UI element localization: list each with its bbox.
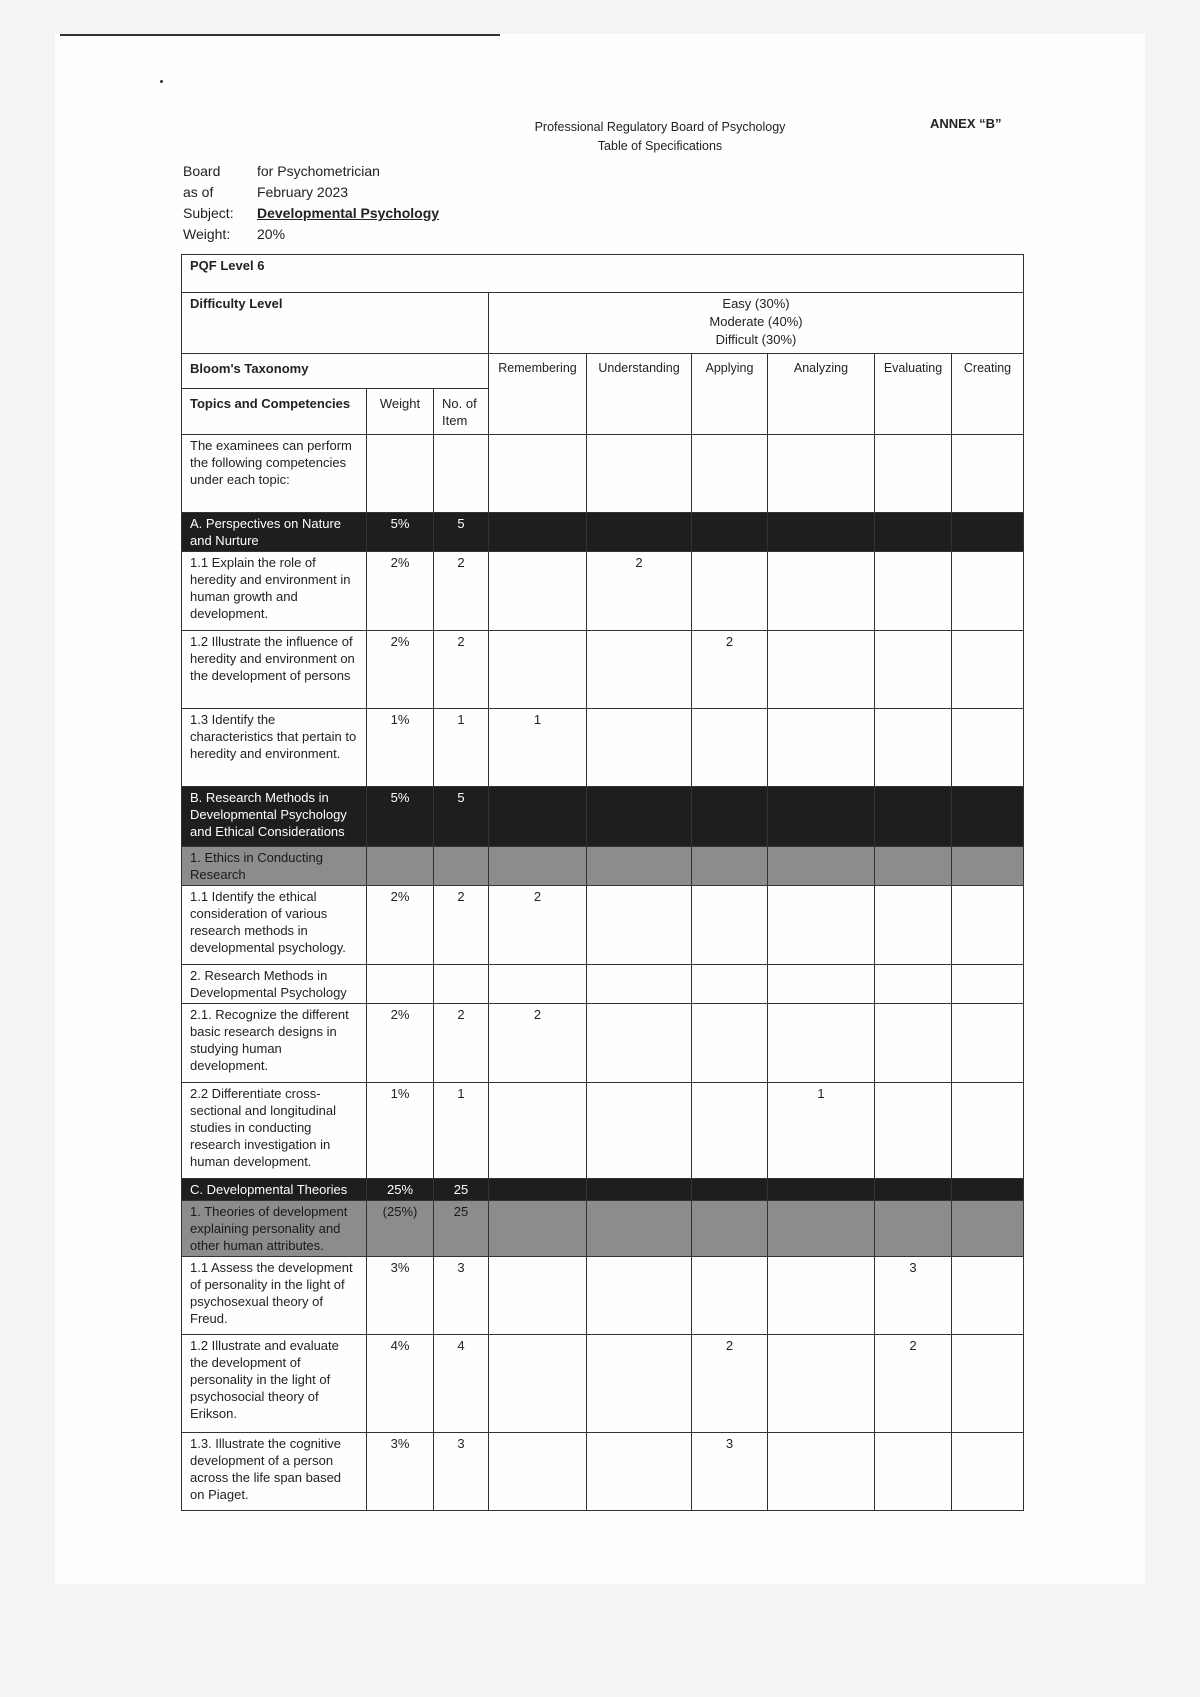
intro-row — [182, 435, 1024, 513]
bloom-count-evaluating — [875, 513, 952, 552]
bloom-count-evaluating — [875, 787, 952, 847]
col-weight: Weight — [367, 389, 434, 435]
competency-text: 2.2 Differentiate cross-sectional and longitudinal studies in conducting research investigation in human development. — [182, 1083, 367, 1179]
meta-value: 20% — [257, 226, 286, 242]
item-count-cell: 4 — [434, 1335, 489, 1433]
bloom-remembering: Remembering — [489, 354, 587, 435]
subtopic-row — [182, 847, 1024, 886]
bloom-count-understanding — [587, 1179, 692, 1201]
item-count-cell: 1 — [434, 1083, 489, 1179]
weight-cell: 1% — [367, 1083, 434, 1179]
bloom-count-remembering — [489, 1335, 587, 1433]
bloom-applying: Applying — [692, 354, 768, 435]
bloom-count-understanding — [587, 886, 692, 965]
difficulty-difficult: Difficult (30%) — [715, 332, 797, 347]
bloom-count-creating — [952, 1257, 1024, 1335]
item-count-cell: 1 — [434, 709, 489, 787]
bloom-count-remembering — [489, 1179, 587, 1201]
bloom-creating: Creating — [952, 354, 1024, 435]
bloom-count-creating — [952, 847, 1024, 886]
bloom-count-creating — [952, 965, 1024, 1004]
competency-text: 1. Theories of development explaining personality and other human attributes. — [182, 1201, 367, 1257]
bloom-count-applying — [692, 886, 768, 965]
bloom-count-creating — [952, 1179, 1024, 1201]
bloom-count-analyzing — [768, 787, 875, 847]
topic-heading-row — [182, 1179, 1024, 1201]
weight-cell: 4% — [367, 1335, 434, 1433]
difficulty-values — [489, 293, 1024, 354]
item-count-cell — [434, 965, 489, 1004]
bloom-count-applying — [692, 787, 768, 847]
meta-value: Developmental Psychology — [257, 205, 440, 221]
difficulty-moderate: Moderate (40%) — [709, 314, 803, 329]
bloom-count-evaluating: 2 — [875, 1335, 952, 1433]
competency-text: 1.1 Explain the role of heredity and environment in human growth and development. — [182, 552, 367, 631]
bloom-count-analyzing — [768, 847, 875, 886]
meta-row-subject — [183, 204, 439, 223]
bloom-count-understanding — [587, 631, 692, 709]
bloom-evaluating: Evaluating — [875, 354, 952, 435]
bloom-count-remembering — [489, 552, 587, 631]
empty-cell — [434, 435, 489, 513]
competency-row — [182, 552, 1024, 631]
weight-cell: 2% — [367, 552, 434, 631]
competency-text: C. Developmental Theories — [182, 1179, 367, 1201]
meta-row-weight — [183, 225, 439, 244]
bloom-count-creating — [952, 1335, 1024, 1433]
bloom-count-analyzing — [768, 1335, 875, 1433]
competency-text: 1.1 Identify the ethical consideration of various research methods in developmental psychology. — [182, 886, 367, 965]
competency-text: B. Research Methods in Developmental Psychology and Ethical Considerations — [182, 787, 367, 847]
bloom-count-remembering — [489, 1083, 587, 1179]
competency-text: 1.2 Illustrate and evaluate the development of personality in the light of psychosocial theory of Erikson. — [182, 1335, 367, 1433]
bloom-count-understanding — [587, 513, 692, 552]
empty-cell — [587, 435, 692, 513]
item-count-cell: 5 — [434, 787, 489, 847]
bloom-count-remembering — [489, 513, 587, 552]
exam-meta — [181, 160, 441, 246]
bloom-count-understanding — [587, 1433, 692, 1511]
bloom-count-remembering — [489, 1433, 587, 1511]
item-count-cell: 5 — [434, 513, 489, 552]
topic-heading-row — [182, 787, 1024, 847]
annex-label: ANNEX “B” — [930, 116, 1002, 131]
bloom-count-applying — [692, 1083, 768, 1179]
bloom-count-understanding: 2 — [587, 552, 692, 631]
competency-row — [182, 886, 1024, 965]
bloom-count-understanding — [587, 1335, 692, 1433]
competency-row — [182, 1257, 1024, 1335]
competency-text: 1.2 Illustrate the influence of heredity and environment on the development of persons — [182, 631, 367, 709]
bloom-count-understanding — [587, 1083, 692, 1179]
item-count-cell: 3 — [434, 1257, 489, 1335]
pqf-row — [182, 255, 1024, 293]
bloom-count-applying: 2 — [692, 1335, 768, 1433]
bloom-count-evaluating — [875, 1201, 952, 1257]
intro-text: The examinees can perform the following competencies under each topic: — [182, 435, 367, 513]
bloom-count-creating — [952, 513, 1024, 552]
bloom-count-evaluating — [875, 1179, 952, 1201]
bloom-count-analyzing — [768, 513, 875, 552]
bloom-count-evaluating — [875, 631, 952, 709]
top-rule — [60, 34, 500, 36]
bloom-label: Bloom's Taxonomy — [182, 354, 489, 389]
empty-cell — [367, 435, 434, 513]
item-count-cell: 25 — [434, 1201, 489, 1257]
bloom-count-analyzing — [768, 1004, 875, 1083]
competency-row — [182, 1004, 1024, 1083]
bloom-count-remembering — [489, 1257, 587, 1335]
bloom-count-remembering — [489, 787, 587, 847]
bloom-count-remembering — [489, 847, 587, 886]
competency-text: 2.1. Recognize the different basic research designs in studying human development. — [182, 1004, 367, 1083]
bloom-count-applying — [692, 1179, 768, 1201]
item-count-cell: 2 — [434, 552, 489, 631]
difficulty-label: Difficulty Level — [182, 293, 489, 354]
competency-text: 1.3. Illustrate the cognitive development of a person across the life span based on Piaget. — [182, 1433, 367, 1511]
board-name: Professional Regulatory Board of Psychology — [534, 120, 786, 134]
bloom-count-understanding — [587, 847, 692, 886]
weight-cell: 3% — [367, 1257, 434, 1335]
col-items: No. of Item — [434, 389, 489, 435]
topic-heading-row — [182, 513, 1024, 552]
competency-text: A. Perspectives on Nature and Nurture — [182, 513, 367, 552]
weight-cell — [367, 965, 434, 1004]
item-count-cell: 2 — [434, 886, 489, 965]
meta-key: as of — [183, 184, 214, 200]
bloom-count-applying — [692, 513, 768, 552]
competency-row — [182, 965, 1024, 1004]
competency-text: 2. Research Methods in Developmental Psychology — [182, 965, 367, 1004]
empty-cell — [692, 435, 768, 513]
bloom-count-evaluating — [875, 847, 952, 886]
weight-cell: 3% — [367, 1433, 434, 1511]
bloom-count-creating — [952, 1083, 1024, 1179]
competency-text: 1.3 Identify the characteristics that pertain to heredity and environment. — [182, 709, 367, 787]
bloom-count-understanding — [587, 709, 692, 787]
bloom-count-analyzing — [768, 631, 875, 709]
weight-cell: 2% — [367, 1004, 434, 1083]
bloom-count-remembering: 2 — [489, 1004, 587, 1083]
competency-text: 1. Ethics in Conducting Research — [182, 847, 367, 886]
bloom-count-evaluating — [875, 552, 952, 631]
item-count-cell: 2 — [434, 1004, 489, 1083]
bloom-count-analyzing — [768, 1257, 875, 1335]
empty-cell — [875, 435, 952, 513]
bloom-count-analyzing — [768, 1433, 875, 1511]
bloom-count-applying — [692, 1004, 768, 1083]
meta-row-board — [183, 162, 439, 181]
weight-cell: 2% — [367, 886, 434, 965]
meta-key: Weight: — [183, 226, 231, 242]
bloom-count-analyzing: 1 — [768, 1083, 875, 1179]
specifications-table — [181, 254, 1024, 1511]
competency-row — [182, 1083, 1024, 1179]
empty-cell — [952, 435, 1024, 513]
bloom-count-analyzing — [768, 1179, 875, 1201]
subtopic-row — [182, 1201, 1024, 1257]
meta-value: February 2023 — [257, 184, 349, 200]
bloom-count-evaluating — [875, 965, 952, 1004]
bloom-count-remembering: 2 — [489, 886, 587, 965]
weight-cell: 25% — [367, 1179, 434, 1201]
weight-cell: 2% — [367, 631, 434, 709]
competency-row — [182, 631, 1024, 709]
bloom-count-creating — [952, 552, 1024, 631]
bloom-count-analyzing — [768, 886, 875, 965]
bloom-count-analyzing — [768, 552, 875, 631]
weight-cell: 1% — [367, 709, 434, 787]
bloom-count-applying — [692, 709, 768, 787]
col-topics: Topics and Competencies — [182, 389, 367, 435]
bloom-count-creating — [952, 787, 1024, 847]
competency-row — [182, 709, 1024, 787]
bloom-count-analyzing — [768, 1201, 875, 1257]
weight-cell: (25%) — [367, 1201, 434, 1257]
bloom-count-applying: 3 — [692, 1433, 768, 1511]
bloom-count-remembering — [489, 965, 587, 1004]
item-count-cell — [434, 847, 489, 886]
meta-row-date — [183, 183, 439, 202]
bloom-count-applying — [692, 847, 768, 886]
bloom-count-creating — [952, 886, 1024, 965]
bloom-count-applying — [692, 1201, 768, 1257]
document-header — [470, 118, 850, 156]
weight-cell: 5% — [367, 513, 434, 552]
empty-cell — [768, 435, 875, 513]
competency-row — [182, 1433, 1024, 1511]
weight-cell — [367, 847, 434, 886]
bloom-count-understanding — [587, 1004, 692, 1083]
bloom-row — [182, 354, 1024, 389]
competency-row — [182, 1335, 1024, 1433]
meta-key: Board — [183, 163, 221, 179]
bloom-count-evaluating — [875, 1004, 952, 1083]
bloom-understanding: Understanding — [587, 354, 692, 435]
item-count-cell: 3 — [434, 1433, 489, 1511]
difficulty-easy: Easy (30%) — [722, 296, 790, 311]
bloom-count-evaluating: 3 — [875, 1257, 952, 1335]
bloom-count-remembering — [489, 1201, 587, 1257]
competency-text: 1.1 Assess the development of personality in the light of psychosexual theory of Freud. — [182, 1257, 367, 1335]
bloom-count-understanding — [587, 1257, 692, 1335]
item-count-cell: 25 — [434, 1179, 489, 1201]
bloom-count-applying — [692, 552, 768, 631]
document-title: Table of Specifications — [597, 139, 723, 153]
bloom-count-evaluating — [875, 886, 952, 965]
bloom-count-remembering — [489, 631, 587, 709]
bloom-count-understanding — [587, 787, 692, 847]
bloom-count-applying — [692, 965, 768, 1004]
bloom-count-creating — [952, 1201, 1024, 1257]
bloom-count-evaluating — [875, 1083, 952, 1179]
item-count-cell: 2 — [434, 631, 489, 709]
bloom-count-creating — [952, 709, 1024, 787]
weight-cell: 5% — [367, 787, 434, 847]
bloom-count-remembering: 1 — [489, 709, 587, 787]
bloom-count-creating — [952, 1004, 1024, 1083]
bloom-count-applying: 2 — [692, 631, 768, 709]
bloom-count-creating — [952, 631, 1024, 709]
meta-value: for Psychometrician — [257, 163, 380, 179]
bloom-count-understanding — [587, 965, 692, 1004]
difficulty-row — [182, 293, 1024, 354]
empty-cell — [489, 435, 587, 513]
bloom-count-analyzing — [768, 709, 875, 787]
bloom-count-evaluating — [875, 1433, 952, 1511]
bloom-count-analyzing — [768, 965, 875, 1004]
bloom-analyzing: Analyzing — [768, 354, 875, 435]
pqf-level: PQF Level 6 — [182, 255, 1024, 293]
meta-key: Subject: — [183, 205, 234, 221]
bloom-count-applying — [692, 1257, 768, 1335]
bloom-count-creating — [952, 1433, 1024, 1511]
bloom-count-understanding — [587, 1201, 692, 1257]
stray-mark — [160, 80, 163, 83]
bloom-count-evaluating — [875, 709, 952, 787]
